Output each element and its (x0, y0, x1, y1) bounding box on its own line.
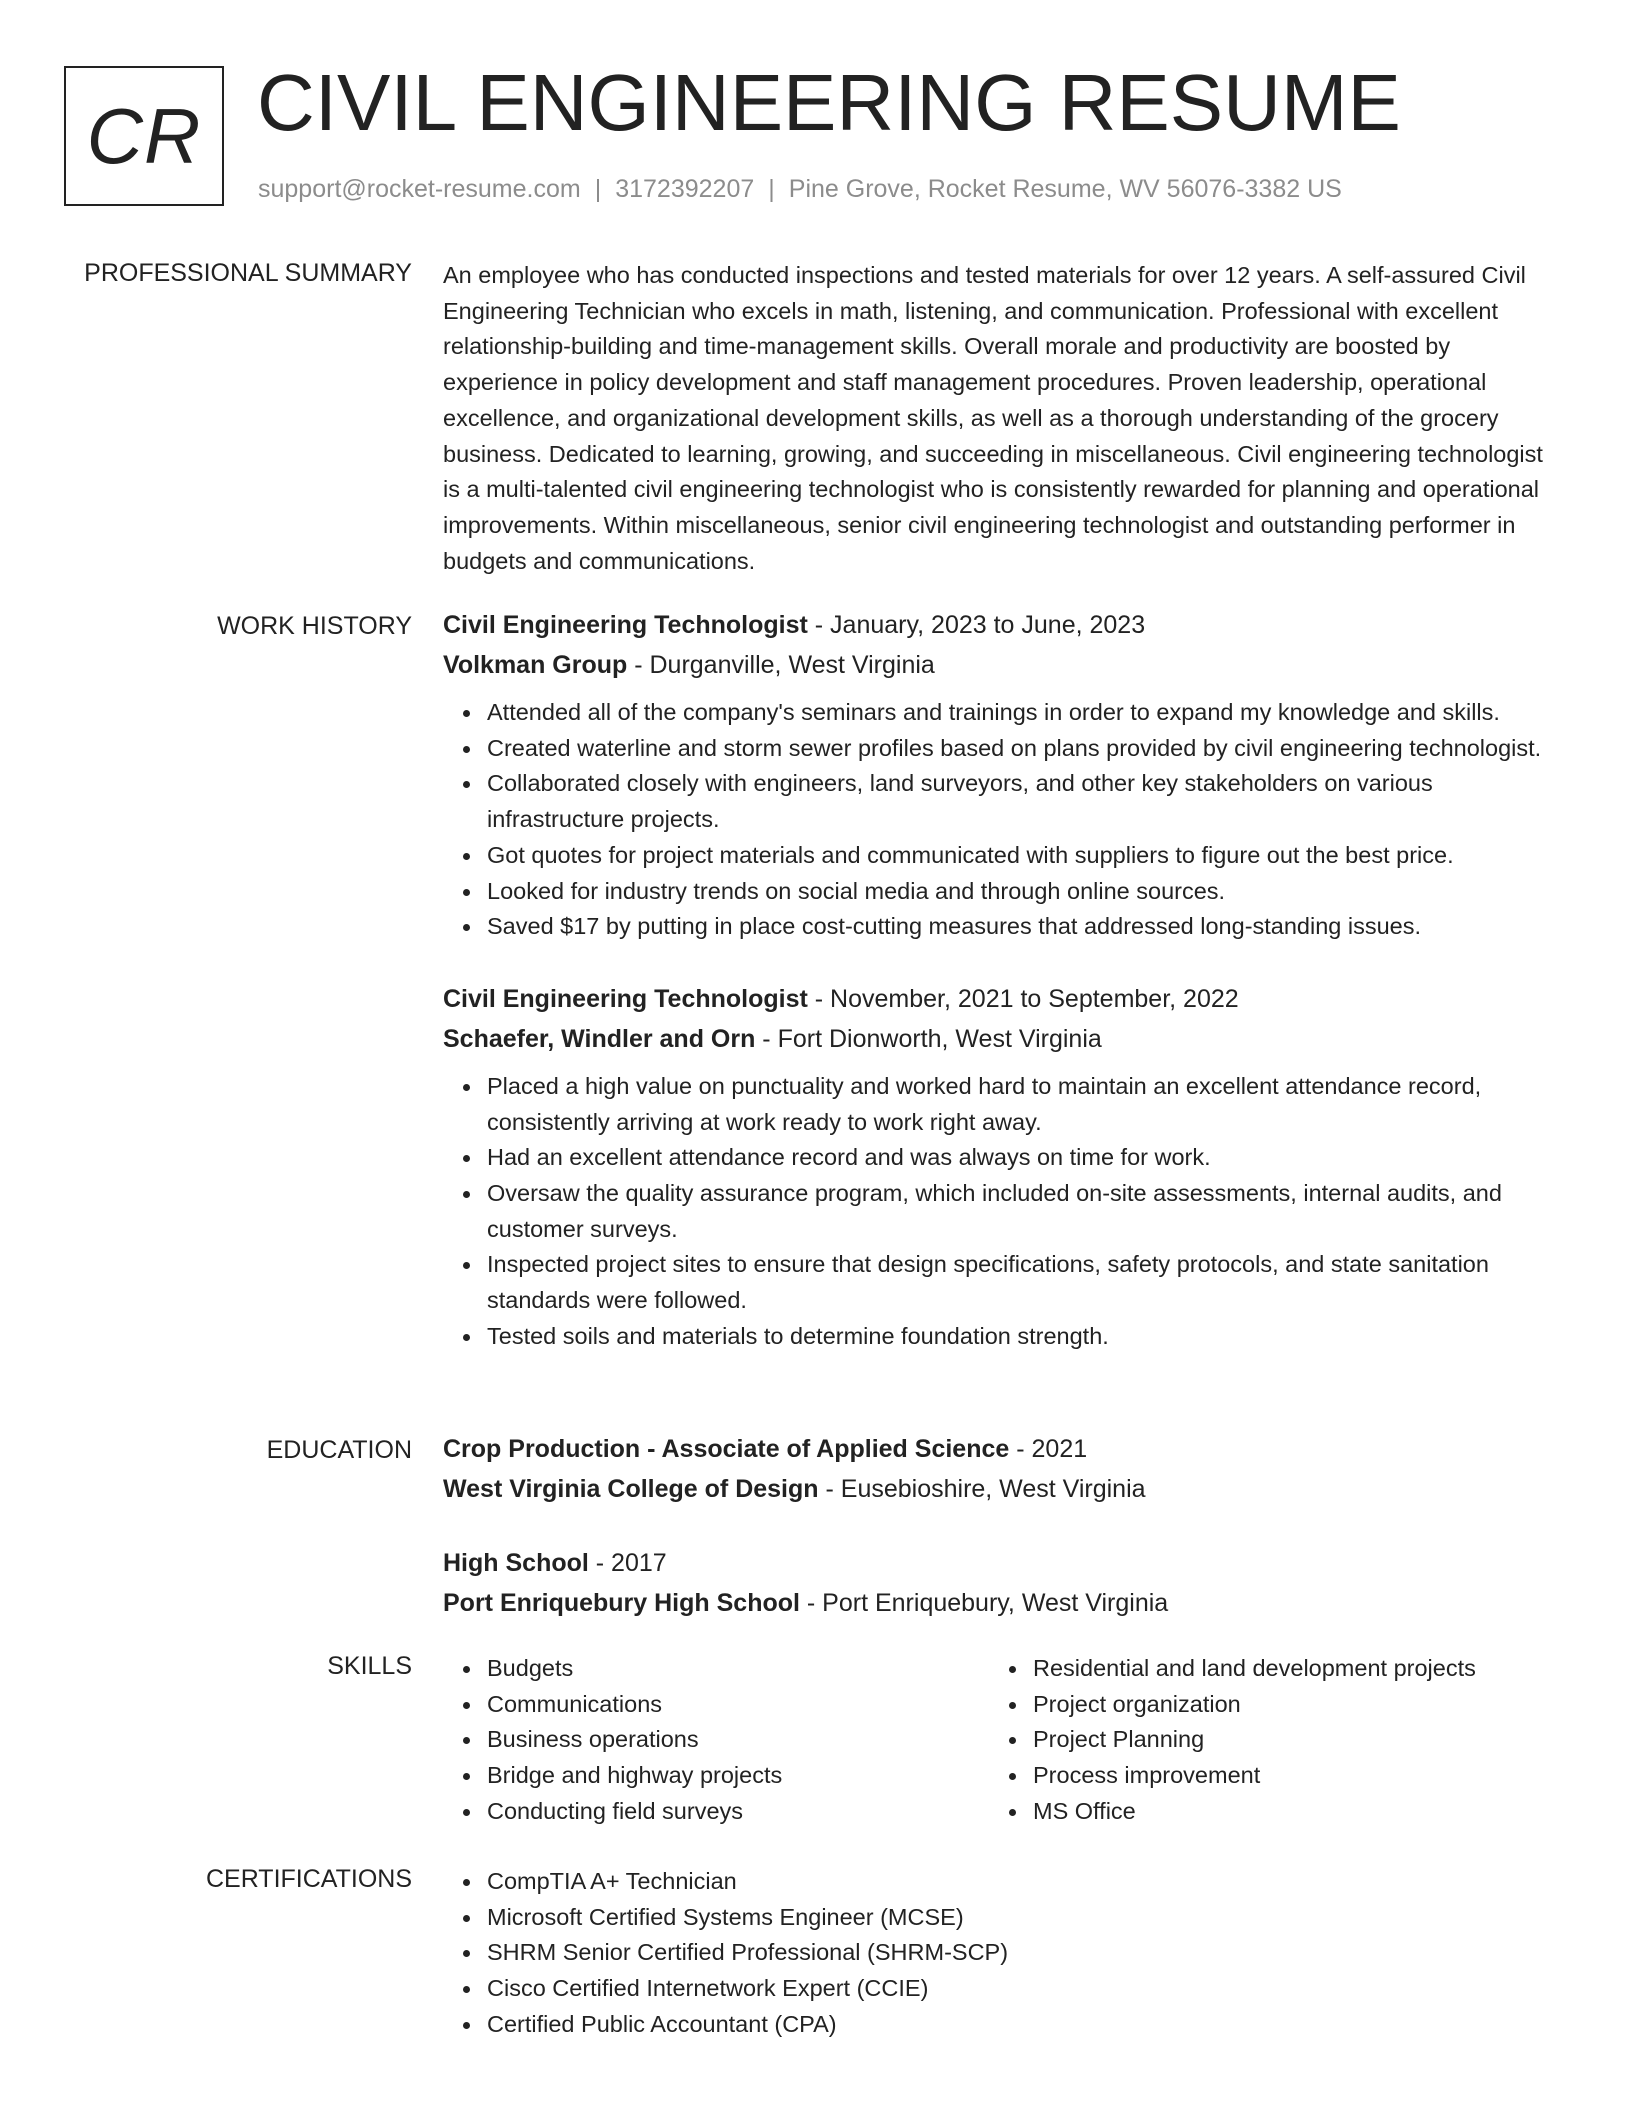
monogram-logo: CR (64, 66, 224, 206)
skills-column (443, 1651, 989, 1830)
job-bullet: Tested soils and materials to determine foundation strength. (487, 1319, 1563, 1355)
section-heading-work-history: WORK HISTORY (217, 612, 412, 640)
job-bullet: Oversaw the quality assurance program, which included on-site assessments, internal audits, and customer surveys. (487, 1176, 1563, 1247)
job-bullets (443, 695, 1563, 945)
job-title-line (443, 605, 1563, 645)
job-bullet: Saved $17 by putting in place cost-cutting measures that addressed long-standing issues. (487, 909, 1563, 945)
skills-list (443, 1651, 989, 1830)
skills-body (443, 1651, 1563, 1830)
job-bullet: Got quotes for project materials and communicated with suppliers to figure out the best price. (487, 838, 1563, 874)
job-location: - Durganville, West Virginia (627, 651, 935, 679)
certification-item: Cisco Certified Internetwork Expert (CCIE) (487, 1971, 1563, 2007)
education-school-line (443, 1469, 1563, 1509)
education-degree: High School (443, 1549, 589, 1577)
section-heading-certifications: CERTIFICATIONS (205, 1865, 412, 1893)
resume-title: CIVIL ENGINEERING RESUME (257, 58, 1401, 147)
skills-column (989, 1651, 1549, 1830)
education-degree: Crop Production - Associate of Applied Science (443, 1435, 1010, 1463)
job-entry (443, 605, 1563, 945)
section-heading-education: EDUCATION (266, 1436, 412, 1464)
work-history-body (443, 605, 1563, 1355)
job-bullet: Looked for industry trends on social media and through online sources. (487, 874, 1563, 910)
job-entry (443, 979, 1563, 1355)
certifications-body (443, 1864, 1563, 2043)
summary-body (443, 258, 1563, 579)
job-bullet: Had an excellent attendance record and was always on time for work. (487, 1140, 1563, 1176)
skill-item: Residential and land development projects (1033, 1651, 1549, 1687)
contact-line (258, 174, 1342, 204)
skill-item: Process improvement (1033, 1758, 1549, 1794)
certification-item: SHRM Senior Certified Professional (SHRM-SCP) (487, 1935, 1563, 1971)
education-location: - Port Enriquebury, West Virginia (799, 1589, 1169, 1617)
certification-item: Certified Public Accountant (CPA) (487, 2007, 1563, 2043)
certification-item: CompTIA A+ Technician (487, 1864, 1563, 1900)
job-dates: - November, 2021 to September, 2022 (807, 984, 1239, 1013)
job-bullet: Collaborated closely with engineers, land surveyors, and other key stakeholders on various infrastructure projects. (487, 766, 1563, 837)
skill-item: MS Office (1033, 1794, 1549, 1830)
job-company: Schaefer, Windler and Orn (443, 1024, 756, 1053)
skill-item: Communications (487, 1687, 989, 1723)
skill-item: Business operations (487, 1722, 989, 1758)
education-year: - 2017 (588, 1549, 667, 1577)
job-company-line (443, 1019, 1563, 1059)
education-body (443, 1429, 1563, 1623)
job-location: - Fort Dionworth, West Virginia (755, 1024, 1102, 1053)
contact-email: support@rocket-resume.com (258, 175, 581, 203)
education-school: Port Enriquebury High School (443, 1589, 800, 1617)
contact-phone: 3172392207 (615, 175, 755, 203)
education-entry (443, 1429, 1563, 1509)
education-school: West Virginia College of Design (443, 1475, 819, 1503)
job-company: Volkman Group (443, 651, 628, 679)
education-school-line (443, 1583, 1563, 1623)
job-bullet: Inspected project sites to ensure that design specifications, safety protocols, and state sanitation standards were followed. (487, 1247, 1563, 1318)
education-location: - Eusebioshire, West Virginia (818, 1475, 1146, 1503)
job-bullet: Attended all of the company's seminars and trainings in order to expand my knowledge and skills. (487, 695, 1563, 731)
education-year: - 2021 (1009, 1435, 1088, 1463)
job-title: Civil Engineering Technologist (443, 611, 808, 639)
summary-text: An employee who has conducted inspections and tested materials for over 12 years. A self-assured Civil Engineering Technician who excels in math, listening, and communication. Professional with excellent relationship-building and time-management skills. Overall morale and productivity are boosted by experience in policy development and staff management procedures. Proven leadership, operational excellence, and organizational development skills, as well as a thorough understanding of the grocery business. Dedicated to learning, growing, and succeeding in miscellaneous. Civil engineering technologist is a multi-talented civil engineering technologist who is consistently rewarded for planning and operational improvements. Within miscellaneous, senior civil engineering technologist and outstanding performer in budgets and communications. (443, 262, 1543, 574)
section-heading-skills: SKILLS (327, 1652, 412, 1680)
section-heading-summary: PROFESSIONAL SUMMARY (84, 259, 412, 287)
skill-item: Bridge and highway projects (487, 1758, 989, 1794)
job-title: Civil Engineering Technologist (443, 984, 808, 1013)
job-company-line (443, 645, 1563, 685)
contact-address: Pine Grove, Rocket Resume, WV 56076-3382 US (788, 175, 1342, 203)
job-bullet: Created waterline and storm sewer profiles based on plans provided by civil engineering technologist. (487, 731, 1563, 767)
education-degree-line (443, 1429, 1563, 1469)
skill-item: Budgets (487, 1651, 989, 1687)
skills-list (989, 1651, 1549, 1830)
education-degree-line (443, 1543, 1563, 1583)
job-bullet: Placed a high value on punctuality and worked hard to maintain an excellent attendance record, consistently arriving at work ready to work right away. (487, 1069, 1563, 1140)
job-bullets (443, 1069, 1563, 1355)
certifications-list (443, 1864, 1563, 2043)
certification-item: Microsoft Certified Systems Engineer (MCSE) (487, 1900, 1563, 1936)
skill-item: Conducting field surveys (487, 1794, 989, 1830)
job-dates: - January, 2023 to June, 2023 (807, 611, 1146, 639)
skill-item: Project Planning (1033, 1722, 1549, 1758)
education-entry (443, 1543, 1563, 1623)
contact-separator: | (594, 175, 602, 203)
contact-separator: | (768, 175, 775, 203)
skill-item: Project organization (1033, 1687, 1549, 1723)
job-title-line (443, 979, 1563, 1019)
